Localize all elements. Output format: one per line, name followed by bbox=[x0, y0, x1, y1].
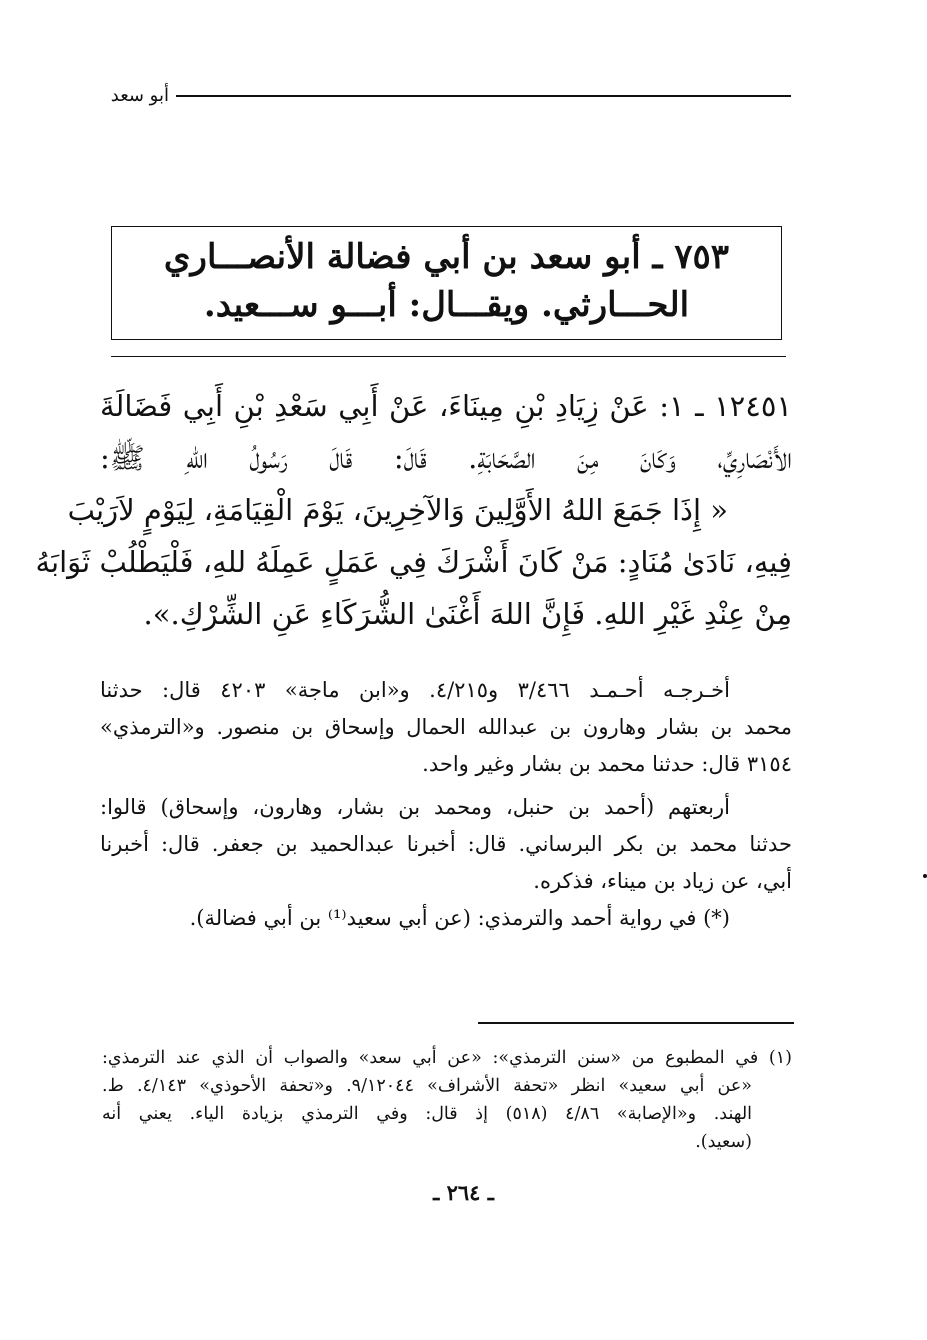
title-divider bbox=[111, 356, 786, 357]
hadith-text bbox=[35, 380, 792, 640]
footnotes bbox=[102, 1044, 792, 1156]
page-number: ـ ٢٦٤ ـ bbox=[433, 1180, 494, 1205]
commentary-line: محمد بن بشار وهارون بن عبدالله الحمال وإسحاق بن منصور. و«الترمذي» bbox=[100, 715, 792, 739]
commentary-line: أبي، عن زياد بن ميناء، فذكره. bbox=[533, 869, 792, 893]
header-rule bbox=[176, 95, 791, 97]
commentary-line: أربعتهم (أحمد بن حنبل، ومحمد بن بشار، وهارون، وإسحاق) قالوا: bbox=[100, 795, 730, 819]
entry-title-line-1: ٧٥٣ ـ أبو سعد بن أبي فضالة الأنصـــاري bbox=[163, 237, 730, 277]
commentary bbox=[100, 672, 792, 937]
scan-speck bbox=[923, 874, 927, 878]
running-header bbox=[96, 82, 791, 112]
entry-title-line-2: الحـــارثي. ويقـــال: أبـــو ســـعيد. bbox=[203, 285, 690, 325]
footnote-line: الهند. و«الإصابة» ٤/٨٦ (٥١٨) إذ قال: وفي الترمذي بزيادة الياء. يعني أنه bbox=[102, 1104, 753, 1124]
hadith-line: الأَنْصَارِيِّ، وَكَانَ مِنَ الصَّحَابَةِ. قَالَ: قَالَ رَسُولُ اللهِ ﷺ: bbox=[100, 441, 792, 475]
hadith-line: ١٢٤٥١ ـ ١: عَنْ زِيَادِ بْنِ مِينَاءَ، عَنْ أَبِي سَعْدِ بْنِ أَبِي فَضَالَةَ bbox=[100, 389, 792, 423]
hadith-line: « إِذَا جَمَعَ اللهُ الأَوَّلِينَ وَالآخِرِينَ، يَوْمَ الْقِيَامَةِ، لِيَوْمٍ لاَرَيْبَ bbox=[67, 493, 728, 527]
commentary-line: حدثنا محمد بن بكر البرساني. قال: أخبرنا عبدالحميد بن جعفر. قال: أخبرنا bbox=[100, 832, 792, 856]
commentary-note: (*) في رواية أحمد والترمذي: (عن أبي سعيد⁽¹⁾ بن أبي فضالة). bbox=[189, 906, 730, 930]
hadith-line: فِيهِ، نَادَىٰ مُنَادٍ: مَنْ كَانَ أَشْرَكَ فِي عَمَلٍ عَمِلَهُ للهِ، فَلْيَطْلُبْ ثَوَابَهُ bbox=[35, 545, 792, 579]
footnote-line: «عن أبي سعيد» انظر «تحفة الأشراف» ٩/١٢٠٤٤. و«تحفة الأحوذي» ٤/١٤٣. ط. bbox=[102, 1076, 752, 1096]
commentary-line: أخـرجـه أحـمـد ٣/٤٦٦ و٤/٢١٥. و«ابن ماجة» ٤٢٠٣ قال: حدثنا bbox=[100, 678, 730, 702]
footnote-divider bbox=[478, 1022, 794, 1024]
hadith-line: مِنْ عِنْدِ غَيْرِ اللهِ. فَإِنَّ اللهَ أَغْنَىٰ الشُّرَكَاءِ عَنِ الشِّرْكِ.». bbox=[143, 597, 792, 631]
entry-title-box bbox=[111, 226, 782, 340]
footnote-line: (١) في المطبوع من «سنن الترمذي»: «عن أبي سعد» والصواب أن الذي عند الترمذي: bbox=[102, 1048, 792, 1068]
running-title: أبو سعد bbox=[110, 85, 169, 106]
commentary-line: ٣١٥٤ قال: حدثنا محمد بن بشار وغير واحد. bbox=[422, 752, 792, 776]
footnote-line: (سعيد). bbox=[695, 1132, 752, 1152]
